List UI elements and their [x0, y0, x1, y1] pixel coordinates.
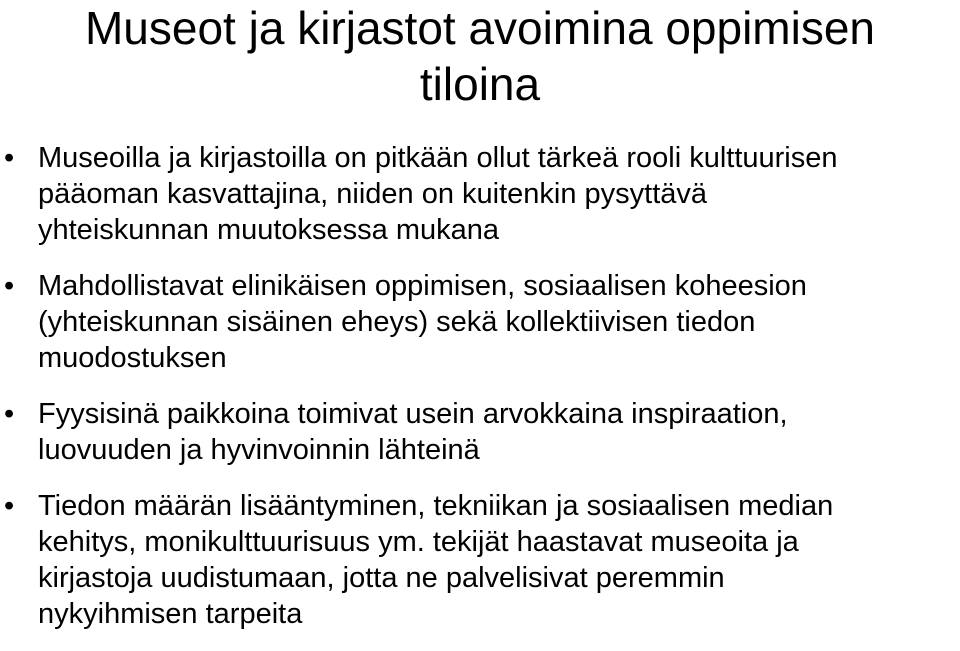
bullet-list [0, 140, 960, 651]
slide-title [0, 0, 960, 112]
bullet-text-line: pääoman kasvattajina, niiden on kuitenkin pysyttävä [38, 178, 708, 210]
bullet-item [0, 396, 960, 468]
bullet-text [38, 396, 960, 468]
bullet-text-line: nykyihmisen tarpeita [38, 598, 303, 630]
bullet-text-line: kehitys, monikulttuurisuus ym. tekijät haastavat museoita ja [38, 526, 799, 558]
bullet-text-line: kirjastoja uudistumaan, jotta ne palvelisivat peremmin [38, 562, 725, 594]
bullet-text-line: Mahdollistavat elinikäisen oppimisen, sosiaalisen koheesion [38, 270, 807, 302]
bullet-text-line: muodostuksen [38, 342, 227, 374]
bullet-text-line: yhteiskunnan muutoksessa mukana [38, 214, 500, 246]
bullet-text-line: luovuuden ja hyvinvoinnin lähteinä [38, 434, 480, 466]
bullet-point-icon: • [4, 142, 15, 174]
bullet-item [0, 140, 960, 248]
bullet-text [38, 140, 960, 248]
bullet-point-icon: • [4, 398, 15, 430]
bullet-text [38, 488, 960, 632]
bullet-item [0, 268, 960, 376]
bullet-text [38, 268, 960, 376]
bullet-text-line: Tiedon määrän lisääntyminen, tekniikan ja sosiaalisen median [38, 490, 834, 522]
slide-title-line: Museot ja kirjastot avoimina oppimisen [84, 2, 876, 54]
bullet-item [0, 488, 960, 632]
bullet-text-line: Museoilla ja kirjastoilla on pitkään ollut tärkeä rooli kulttuurisen [38, 142, 838, 174]
bullet-point-icon: • [4, 270, 15, 302]
bullet-point-icon: • [4, 490, 15, 522]
bullet-text-line: Fyysisinä paikkoina toimivat usein arvokkaina inspiraation, [38, 398, 788, 430]
slide-title-line: tiloina [419, 58, 541, 110]
bullet-text-line: (yhteiskunnan sisäinen eheys) sekä kollektiivisen tiedon [38, 306, 756, 338]
